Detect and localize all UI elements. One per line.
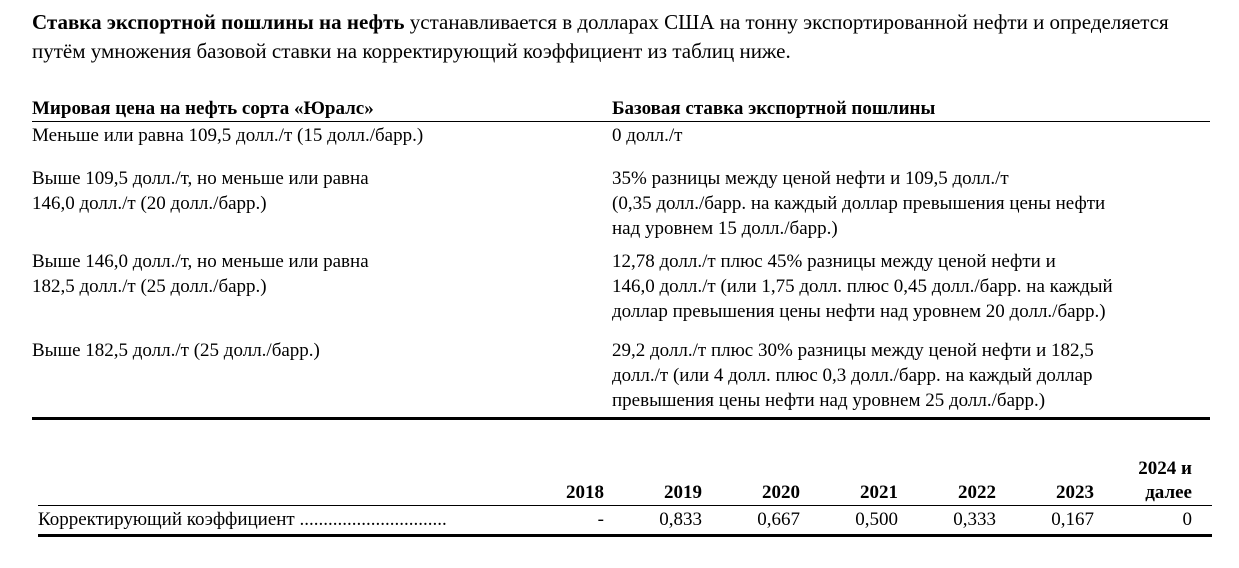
year-2019: 2019	[664, 482, 702, 503]
price-cell: Меньше или равна 109,5 долл./т (15 долл./барр.)	[32, 125, 424, 146]
rate-cell: 12,78 долл./т плюс 45% разницы между ценой нефти и 146,0 долл./т (или 1,75 долл. плюс 0,45 долл./барр. на каждый доллар превышения цены нефти над уровнем 20 долл./барр.)	[612, 251, 1113, 322]
value-2024-and-later: 0	[1182, 509, 1192, 530]
table-row	[32, 338, 1210, 413]
row-label	[38, 506, 506, 534]
year-2020: 2020	[762, 482, 800, 503]
table-row	[32, 123, 1210, 148]
year-2018: 2018	[566, 482, 604, 503]
base-rate-table-header	[32, 97, 1210, 122]
rate-cell: 29,2 долл./т плюс 30% разницы между ценой нефти и 182,5 долл./т (или 4 долл. плюс 0,3 долл./барр. на каждый доллар превышения цены нефти над уровнем 25 долл./барр.)	[612, 340, 1094, 411]
price-cell: Выше 109,5 долл./т, но меньше или равна 146,0 долл./т (20 долл./барр.)	[32, 168, 369, 214]
table-bottom-rule	[32, 417, 1210, 420]
rate-cell: 35% разницы между ценой нефти и 109,5 долл./т (0,35 долл./барр. на каждый доллар превышения цены нефти над уровнем 15 долл./барр.)	[612, 168, 1106, 239]
year-2024-and-later: 2024 и далее	[1138, 458, 1192, 503]
table-row	[38, 506, 1212, 534]
value-2019: 0,833	[659, 509, 702, 530]
price-cell: Выше 146,0 долл./т, но меньше или равна 182,5 долл./т (25 долл./барр.)	[32, 251, 369, 297]
value-2020: 0,667	[757, 509, 800, 530]
intro-paragraph	[32, 8, 1222, 66]
intro-bold-lead: Ставка экспортной пошлины на нефть	[32, 10, 405, 34]
value-2021: 0,500	[855, 509, 898, 530]
value-2023: 0,167	[1051, 509, 1094, 530]
table-row	[32, 166, 1210, 241]
header-rate: Базовая ставка экспортной пошлины	[612, 98, 936, 119]
header-price: Мировая цена на нефть сорта «Юралс»	[32, 98, 374, 119]
base-rate-table	[32, 97, 1210, 420]
table-row	[32, 249, 1210, 324]
year-2022: 2022	[958, 482, 996, 503]
value-2018: -	[597, 509, 604, 530]
year-2023: 2023	[1056, 482, 1094, 503]
value-2022: 0,333	[953, 509, 996, 530]
intro-text: устанавливается в долларах США на тонну экспортированной нефти и определяется путём умножения базовой ставки на корректирующий коэффициент из таблиц ниже.	[32, 10, 1169, 63]
coefficient-label: Корректирующий коэффициент	[38, 509, 295, 530]
price-cell: Выше 182,5 долл./т (25 долл./барр.)	[32, 340, 320, 361]
dot-leader: ...............................	[299, 509, 447, 530]
year-2021: 2021	[860, 482, 898, 503]
coefficient-table	[38, 455, 1212, 537]
table-bottom-rule	[38, 534, 1212, 537]
rate-cell: 0 долл./т	[612, 125, 683, 146]
coefficient-table-header	[38, 455, 1212, 505]
